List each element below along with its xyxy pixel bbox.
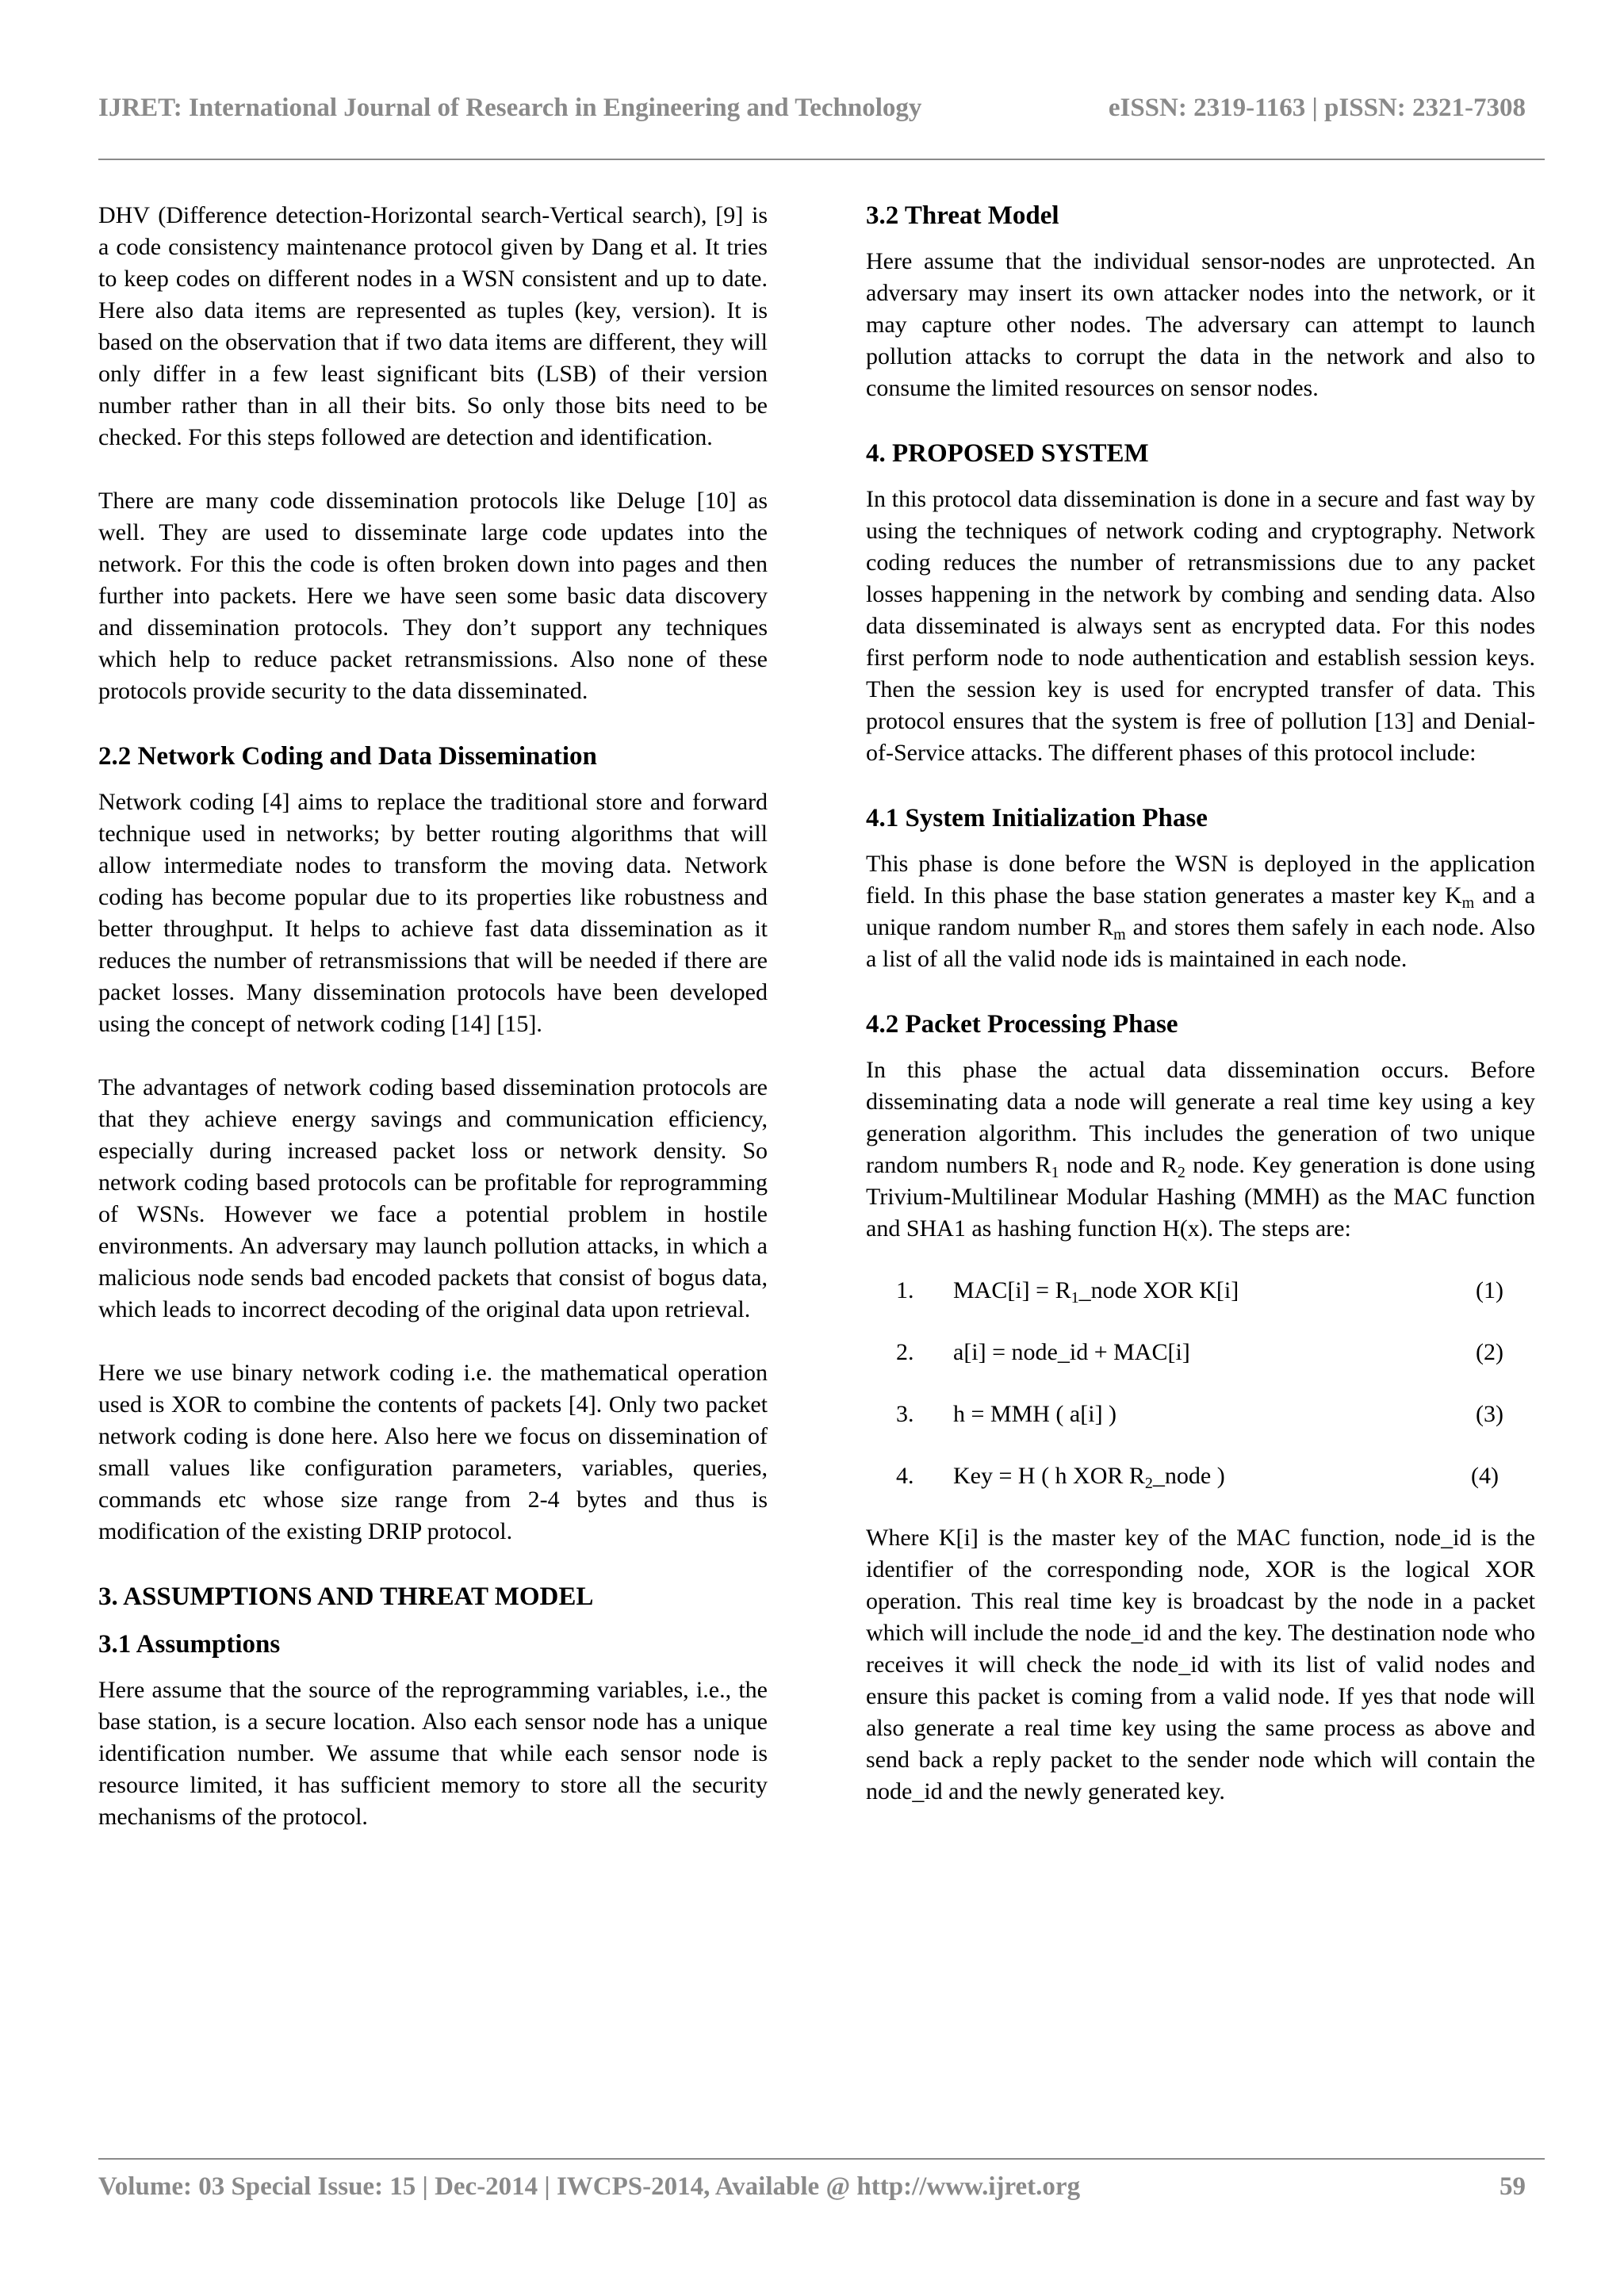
equation-row: 1. $MAC[i] = R_1\_node$ XOR K[i] (1) [866, 1275, 1535, 1307]
equation-body: Key = H ( h XOR $R_2\_node$ ) [953, 1463, 1225, 1492]
journal-title: IJRET: International Journal of Research in Engineering and Technology [98, 94, 922, 122]
paragraph-advantages: The advantages of network coding based dissemination protocols are that they achieve energy savings and communication efficiency, especially during increased packet loss or network density. So network coding based protocols can be profitable for reprogramming of WSNs. However we face a potential problem in hostile environments. An adversary may launch pollution attacks, in which a malicious node sends bad encoded packets that consist of bogus data, which leads to incorrect decoding of the original data upon retrieval. [98, 1074, 768, 1322]
heading-2-2: 2.2 Network Coding and Data Dissemination [98, 742, 597, 771]
paragraph-binary-coding: Here we use binary network coding i.e. the mathematical operation used is XOR to combine the contents of packets [4]. Only two packet network coding is done here. Also here we focus on dissemination of small values like configuration parameters, variables, queries, commands etc whose size range from 2-4 bytes and thus is modification of the existing DRIP protocol. [98, 1360, 768, 1544]
right-column [866, 198, 1535, 1808]
equation-body: h = MMH ( a[i] ) [953, 1401, 1117, 1427]
paragraph-proposed-system: In this protocol data dissemination is done in a secure and fast way by using the techniques of network coding and cryptography. Network coding reduces the number of retransmissions due to any packet losses happening in the network by combing and sending data. Also data disseminated is always sent as encrypted data. For this nodes first perform node to node authentication and establish session keys. Then the session key is used for encrypted transfer of data. This protocol ensures that the system is free of pollution [13] and Denial-of-Service attacks. The different phases of this protocol include: [866, 486, 1535, 766]
heading-3-2: 3.2 Threat Model [866, 201, 1059, 230]
paragraph-assumptions: Here assume that the source of the reprogramming variables, i.e., the base station, is a secure location. Also each sensor node has a unique identification number. We assume that while each sensor node is resource limited, it has sufficient memory to store all the security mechanisms of the protocol. [98, 1677, 768, 1830]
equation-number: (4) [1471, 1463, 1499, 1489]
heading-3: 3. ASSUMPTIONS AND THREAT MODEL [98, 1582, 594, 1611]
paragraph-initialization: This phase is done before the WSN is deployed in the application field. In this phase the base station generates a master key $K_m$ and a unique random number $R_m$ and stores them safely in each node. Also a list of all the valid node ids is maintained in each node. [866, 851, 1535, 972]
heading-3-1: 3.1 Assumptions [98, 1630, 281, 1659]
page-number: 59 [1500, 2172, 1526, 2201]
equation-body: $MAC[i] = R_1\_node$ XOR K[i] [953, 1277, 1239, 1307]
heading-4-1: 4.1 System Initialization Phase [866, 804, 1208, 832]
equation-number: (1) [1476, 1277, 1503, 1303]
equation-number: (3) [1476, 1401, 1503, 1427]
volume-info: Volume: 03 Special Issue: 15 | Dec-2014 | IWCPS-2014, Available @ http://www.ijret.org [98, 2172, 1081, 2201]
equation-list [866, 1275, 1535, 1492]
paragraph-dhv: DHV (Difference detection-Horizontal search-Vertical search), [9] is a code consistency maintenance protocol given by Dang et al. It tries to keep codes on different nodes in a WSN consistent and up to date. Here also data items are represented as tuples (key, version). It is based on the observation that if two data items are different, they will only differ in a few least significant bits (LSB) of their version number rather than in all their bits. So only those bits need to be checked. For this steps followed are detection and identification. [98, 202, 768, 450]
equation-number: (2) [1476, 1339, 1503, 1365]
running-footer [98, 2172, 1526, 2202]
running-header [98, 94, 1526, 135]
heading-4-2: 4.2 Packet Processing Phase [866, 1010, 1178, 1039]
issn: eISSN: 2319-1163 | pISSN: 2321-7308 [1108, 94, 1526, 122]
footer-rule [98, 2158, 1545, 2160]
paragraph-packet-processing: In this phase the actual data dissemination occurs. Before disseminating data a node will generate a real time key using a key generation algorithm. This includes the generation of two unique random numbers $R_1$ node and $R_2$ node. Key generation is done using Trivium-Multilinear Modular Hashing (MMH) as the MAC function and SHA1 as hashing function H(x). The steps are: [866, 1057, 1536, 1242]
header-rule [98, 159, 1545, 160]
equation-row: 3. h = MMH ( a[i] ) (3) [866, 1399, 1535, 1430]
left-column [98, 200, 768, 1833]
heading-4: 4. PROPOSED SYSTEM [866, 439, 1149, 468]
equation-row: 4. Key = H ( h XOR $R_2\_node$ ) (4) [866, 1460, 1535, 1492]
paragraph-deluge: There are many code dissemination protocols like Deluge [10] as well. They are used to disseminate large code updates into the network. For this the code is often broken down into pages and then further into packets. Here we have seen some basic data discovery and dissemination protocols. They don’t support any techniques which help to reduce packet retransmissions. Also none of these protocols provide security to the data disseminated. [98, 488, 768, 704]
paragraph-network-coding: Network coding [4] aims to replace the traditional store and forward technique used in networks; by better routing algorithms that will allow intermediate nodes to transform the moving data. Network coding has become popular due to its properties like robustness and better throughput. It helps to achieve fast data dissemination as it reduces the number of retransmissions that will be needed if there are packet losses. Many dissemination protocols have been developed using the concept of network coding [14] [15]. [98, 789, 768, 1037]
equation-body: a[i] = node_id + MAC[i] [953, 1339, 1190, 1365]
paragraph-key-explanation: Where K[i] is the master key of the MAC function, node_id is the identifier of the corresponding node, XOR is the logical XOR operation. This real time key is broadcast by the node in a packet which will include the node_id and the key. The destination node who receives it will check the node_id with its list of valid nodes and ensure this packet is coming from a valid node. If yes that node will also generate a real time key using the same process as above and send back a reply packet to the sender node which will contain the node_id and the newly generated key. [866, 1525, 1535, 1804]
paragraph-threat-model: Here assume that the individual sensor-nodes are unprotected. An adversary may insert its own attacker nodes into the network, or it may capture other nodes. The adversary can attempt to launch pollution attacks to corrupt the data in the network and also to consume the limited resources on sensor nodes. [866, 248, 1535, 401]
equation-row: 2. a[i] = node_id + MAC[i] (2) [866, 1337, 1535, 1368]
